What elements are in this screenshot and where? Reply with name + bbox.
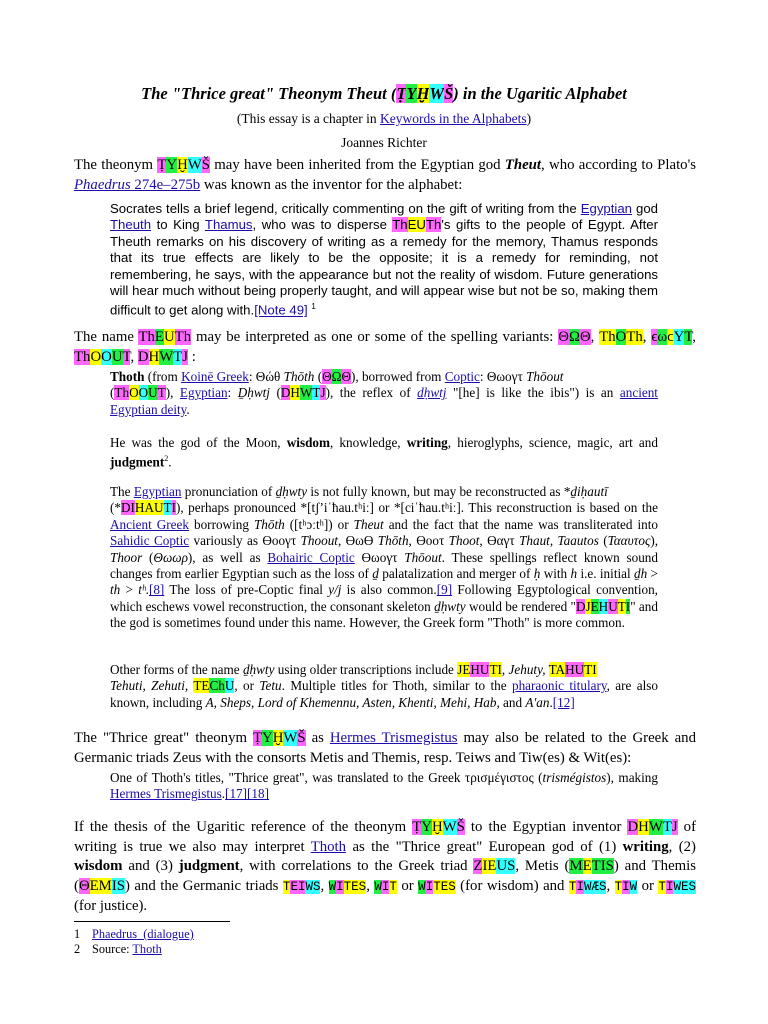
highlight-segment: J [182, 348, 189, 365]
thoth-link[interactable]: Thoth [310, 838, 347, 855]
ref-18-link[interactable]: [18] [247, 786, 270, 802]
highlight-segment: U [148, 385, 158, 401]
hl-zieus [473, 858, 515, 874]
highlight-segment: I [381, 879, 390, 894]
hl-tyhws-title [396, 84, 453, 103]
highlight-segment: H [148, 348, 160, 365]
highlight-segment: WES [673, 879, 696, 894]
highlight-segment: I [171, 500, 176, 516]
highlight-segment: Ḫ [177, 157, 188, 173]
phaedrus-link[interactable]: Phaedrus 274e–275b [74, 176, 201, 193]
highlight-segment: D [137, 348, 149, 365]
highlight-segment: Th [114, 385, 130, 401]
hl-tiwes [658, 880, 696, 894]
footnote-2-link[interactable]: Thoth [132, 942, 162, 956]
other-forms-paragraph: Other forms of the name ḏḥwty using older transcriptions include JEHUTI, Jehuty, TAHUTI Tehuti, Zehuti, TEChU, or Tetu. Multiple titles for Thoth, similar to the pharaonic titulary, are also known, including A, Sheps, Lord of Khemennu, Asten, Khenti, Mehi, Hab, and A'an.[12] [110, 662, 658, 710]
hl-variant-2 [599, 329, 643, 345]
highlight-segment: Ω [331, 369, 342, 384]
hl-wites [329, 880, 367, 894]
highlight-segment: TI [489, 662, 502, 677]
ref-9-link[interactable]: [9] [436, 582, 453, 598]
hl-techu [193, 678, 234, 693]
highlight-segment: Ṭ [157, 157, 167, 173]
note-49-link[interactable]: [Note 49] [254, 302, 308, 318]
highlight-segment: T [662, 819, 672, 835]
highlight-segment: Y [166, 157, 178, 173]
hl-q2-a [322, 369, 351, 384]
thamus-link[interactable]: Thamus [204, 217, 253, 233]
highlight-segment: M [569, 858, 583, 874]
highlight-segment: D [280, 385, 291, 401]
trismegistos-quote: One of Thoth's titles, "Thrice great", was translated to the Greek τρισμέγιστος (trismégistos), making Hermes Trismegistus.[17][18] [110, 770, 658, 802]
highlight-segment: T [614, 879, 623, 894]
highlight-segment: T [173, 348, 183, 365]
highlight-segment: W [442, 819, 457, 835]
highlight-segment: Y [421, 819, 432, 835]
highlight-segment: IE [482, 858, 497, 874]
highlight-segment: O [129, 385, 139, 401]
hl-tyhws [157, 157, 210, 173]
highlight-segment: WÆS [583, 879, 607, 894]
highlight-segment: DI [121, 500, 135, 516]
highlight-segment: D [575, 598, 586, 614]
highlight-segment: J [320, 385, 326, 401]
highlight-segment: Y [406, 84, 417, 103]
highlight-segment: T [568, 879, 577, 894]
highlight-segment: Th [74, 348, 91, 365]
highlight-segment: Θ [579, 329, 591, 345]
koine-greek-link[interactable]: Koinē Greek [181, 369, 249, 384]
highlight-segment: Š [444, 84, 454, 103]
highlight-segment: EI [290, 879, 306, 894]
dhwtj-link[interactable]: ḏḥwtj [417, 385, 447, 401]
highlight-segment: I [336, 879, 344, 894]
egyptian-link-2[interactable]: Egyptian [179, 385, 228, 401]
highlight-segment: T [389, 879, 397, 894]
highlight-segment: O [101, 348, 112, 365]
highlight-segment: W [418, 879, 426, 894]
highlight-segment: D [627, 819, 639, 835]
highlight-segment: TES [343, 879, 367, 894]
highlight-segment: ϵ [651, 329, 658, 345]
highlight-segment: Š [456, 819, 465, 835]
highlight-segment: Ṭ [396, 84, 407, 103]
pronunciation-paragraph: The Egyptian pronunciation of ḏḥwty is not fully known, but may be reconstructed as *ḏiḥautī (*DIHAUTI), perhaps pronounced *[tʃʼiˈħau.tʰiː] or *[ciˈħau.tʰiː]. This reconstruction is based on the Ancient Greek borrowing Thōth ([tʰɔːtʰ]) or Theut and the fact that the name was transliterated into Sahidic Coptic variously as ϴοογτ Thoout, ϴωϴ Thōth, ϴοοτ Thoot, ϴαγτ Thaut, Taautos (Τααυτος), Thoor (Θωωρ), as well as Bohairic Coptic ϴωογτ Thōout. These spellings reflect known sound changes from earlier Egyptian such as the loss of ḏ palatalization and merger of ḥ with h i.e. initial ḏh > th > tʰ.[8] The loss of pre-Coptic final y/j is also common.[9] Following Egyptological convention, which eschews vowel reconstruction, the consonant skeleton ḏḥwty would be rendered "DJEHUTI" and the god is sometimes found under this name. However, the Greek form "Thoth" is more common. [110, 484, 659, 631]
highlight-segment: H [598, 598, 609, 614]
highlight-segment: Θ [322, 369, 332, 384]
highlight-segment: W [187, 157, 202, 173]
bohairic-coptic-link[interactable]: Bohairic Coptic [267, 549, 355, 565]
highlight-segment: Υ [673, 329, 685, 345]
highlight-segment: T [122, 348, 131, 365]
sahidic-coptic-link[interactable]: Sahidic Coptic [110, 533, 190, 549]
highlight-segment: I [576, 879, 584, 894]
hermes-trismegistus-link-2[interactable]: Hermes Trismegistus [110, 786, 222, 802]
highlight-segment: I [625, 598, 631, 614]
highlight-segment: W [328, 879, 337, 894]
highlight-segment: E [154, 329, 164, 345]
highlight-segment: Š [201, 157, 210, 173]
hl-variant-4 [74, 349, 130, 365]
highlight-segment: Θ [558, 329, 569, 345]
highlight-segment: ϲ [667, 329, 674, 345]
highlight-segment: W [648, 819, 663, 835]
highlight-segment: Τ [684, 329, 693, 345]
hl-theuth-quote [392, 217, 441, 232]
highlight-segment: Th [138, 329, 155, 345]
hl-metis [569, 858, 613, 874]
highlight-segment: W [159, 348, 174, 365]
hl-jehuti [457, 662, 502, 677]
pharaonic-titulary-link[interactable]: pharaonic titulary [511, 678, 607, 694]
thoth-definition: Thoth (from Koinē Greek: Θώθ Thōth (ΘΩΘ), borrowed from Coptic: Θωογτ Thōout (ThOOUT), Egyptian: Ḏḥwtj (DHWTJ), the reflex of ḏḥwtj "[he] is like the ibis") is an ancient Egyptian deity. [110, 369, 658, 417]
theuth-link[interactable]: Theuth [110, 217, 152, 233]
highlight-segment: H [290, 385, 300, 401]
highlight-segment: Z [473, 858, 483, 874]
hl-tiwaes [569, 880, 607, 894]
highlight-segment: Ḫ [431, 819, 443, 835]
hermes-trismegistus-link[interactable]: Hermes Trismegistus [329, 730, 458, 746]
thesis-paragraph: If the thesis of the Ugaritic reference of the theonym ṬYḪWŠ to the Egyptian inventor DHWTJ of writing is true we also may interpret Thoth as the "Thrice great" European god of (1) writing, (2) wisdom and (3) judgment, with correlations to the Greek triad ZIEUS, Metis (METIS) and Themis (ΘEMIS) and the Germanic triads TEIWS, WITES, WIT or WITES (for wisdom) and TIWÆS, TIW or TIWES (for justice). [74, 819, 697, 914]
highlight-segment: Ḫ [416, 84, 430, 103]
highlight-segment: Th [174, 329, 192, 345]
highlight-segment: WS [305, 879, 321, 894]
highlight-segment: E [582, 858, 592, 874]
footnote-1: 1 Phaedrus_(dialogue) [74, 927, 194, 941]
highlight-segment: J [585, 598, 591, 614]
highlight-segment: EM [89, 877, 112, 894]
highlight-segment: Š [297, 730, 306, 746]
highlight-segment: Th [425, 217, 442, 233]
thrice-great-paragraph: The "Thrice great" theonym ṬYḪWŠ as Hermes Trismegistus may also be related to the Greek and Germanic triads Zeus with the consorts Metis and Themis, resp. Teiws and Tiw(es) & Wit(es): [74, 730, 696, 766]
ref-8-link[interactable]: [8] [148, 582, 165, 598]
highlight-segment: O [615, 329, 627, 345]
hl-teiws [283, 880, 321, 894]
highlight-segment: TES [433, 879, 456, 894]
highlight-segment: Θ [78, 877, 90, 894]
highlight-segment: T [282, 879, 291, 894]
god-of-moon: He was the god of the Moon, wisdom, knowledge, writing, hieroglyphs, science, magic, art and judgment$^2$. [110, 435, 658, 470]
footnote-1-link[interactable]: Phaedrus_(dialogue) [92, 927, 194, 941]
highlight-segment: T [658, 879, 666, 894]
ref-17-link[interactable]: [17] [225, 786, 248, 802]
egyptian-link-3[interactable]: Egyptian [133, 484, 182, 499]
highlight-segment: Th [392, 217, 408, 233]
highlight-segment: W [299, 385, 313, 401]
highlight-segment: T [157, 385, 166, 401]
hl-wites-2 [418, 880, 456, 894]
page-title: The "Thrice great" Theonym Theut (ṬYḪWŠ) in the Ugaritic Alphabet [141, 84, 627, 103]
egyptian-link[interactable]: Egyptian [580, 201, 633, 216]
hl-dhwtj [627, 819, 677, 835]
hl-tahuti [549, 662, 597, 677]
coptic-link[interactable]: Coptic [444, 369, 480, 384]
hl-q4-a [121, 500, 176, 515]
highlight-segment: I [622, 879, 630, 894]
highlight-segment: Ṭ [252, 730, 263, 746]
highlight-segment: Y [262, 730, 273, 746]
highlight-segment: T [617, 598, 626, 614]
highlight-segment: J [671, 819, 678, 835]
ancient-egyptian-deity-link[interactable]: ancient Egyptian deity [110, 385, 658, 417]
hl-themis [79, 878, 125, 894]
highlight-segment: JE [457, 662, 471, 677]
highlight-segment: Th [626, 329, 643, 345]
highlight-segment: HAU [134, 500, 164, 516]
hl-variant-5 [138, 349, 188, 365]
highlight-segment: T [163, 500, 172, 516]
footnote-divider [74, 921, 230, 922]
highlight-segment: TIS [591, 858, 614, 874]
intro-paragraph: The theonym ṬYḪWŠ may have been inherited from the Egyptian god Theut, who according to Plato's Phaedrus 274e–275b was known as the inventor for the alphabet: [74, 157, 697, 193]
highlight-segment: E [590, 598, 599, 614]
highlight-segment: O [138, 385, 149, 401]
highlight-segment: W [429, 84, 445, 103]
keywords-link[interactable]: Keywords in the Alphabets [380, 111, 527, 126]
variants-paragraph: The name ThEUTh may be interpreted as one or some of the spelling variants: ΘΩΘ, ThOTh, ϵωϲΥΤ, ThOOUT, DHWTJ : [74, 329, 696, 365]
highlight-segment: Th [599, 329, 616, 345]
highlight-segment: Ch [209, 678, 225, 694]
highlight-segment: H [638, 819, 649, 835]
highlight-segment: W [629, 879, 638, 894]
highlight-segment: Ṭ [412, 819, 422, 835]
hl-tyhws-3 [412, 819, 465, 835]
highlight-segment: W [283, 730, 298, 746]
highlight-segment: Ω [568, 329, 580, 345]
highlight-segment: T [312, 385, 321, 401]
highlight-segment: EU [407, 217, 426, 233]
hl-theuth [138, 329, 191, 345]
highlight-segment: U [163, 329, 175, 345]
highlight-segment: HU [565, 662, 585, 677]
highlight-segment: HU [470, 662, 490, 677]
highlight-segment: TA [548, 662, 566, 677]
footnote-2: 2 Source: Thoth [74, 942, 162, 956]
highlight-segment: TE [193, 678, 210, 694]
author: Joannes Richter [341, 135, 427, 150]
hl-tyhws-2 [253, 730, 306, 746]
hl-wit [374, 880, 397, 894]
highlight-segment: U [111, 348, 123, 365]
hl-q2-c [281, 385, 326, 400]
hl-tiw [615, 880, 638, 894]
hl-q2-b [114, 385, 165, 400]
highlight-segment: I [665, 879, 674, 894]
highlight-segment: W [374, 879, 382, 894]
subtitle: (This essay is a chapter in Keywords in the Alphabets) [236, 111, 532, 126]
hl-variant-1 [558, 329, 590, 345]
hl-q4-b [576, 599, 630, 614]
ref-12-link[interactable]: [12] [552, 694, 575, 710]
highlight-segment: U [608, 598, 618, 614]
highlight-segment: Θ [341, 369, 351, 384]
highlight-segment: U [224, 678, 235, 694]
highlight-segment: US [496, 858, 516, 874]
highlight-segment: ω [657, 329, 668, 345]
ancient-greek-link[interactable]: Ancient Greek [110, 516, 189, 532]
highlight-segment: Ḫ [272, 730, 284, 746]
highlight-segment: IS [111, 877, 125, 894]
hl-variant-3 [651, 329, 692, 345]
highlight-segment: TI [584, 662, 597, 677]
highlight-segment: I [425, 879, 434, 894]
socrates-quote: Socrates tells a brief legend, critically commenting on the gift of writing from the Egyptian god Theuth to King Thamus, who was to disperse ThEUTh's gifts to the people of Egypt. After Theuth remarks on his discovery of writing as a remedy for the memory, Thamus responds that its true effects are likely to be the opposite; it is a remedy for reminding, not remembering, he says, with the appearance but not the reality of wisdom. Future generations will hear much without being properly taught, and will appear wise but not be so, making them difficult to get along with.[Note 49] $^1$ [110, 201, 659, 318]
highlight-segment: O [90, 348, 102, 365]
